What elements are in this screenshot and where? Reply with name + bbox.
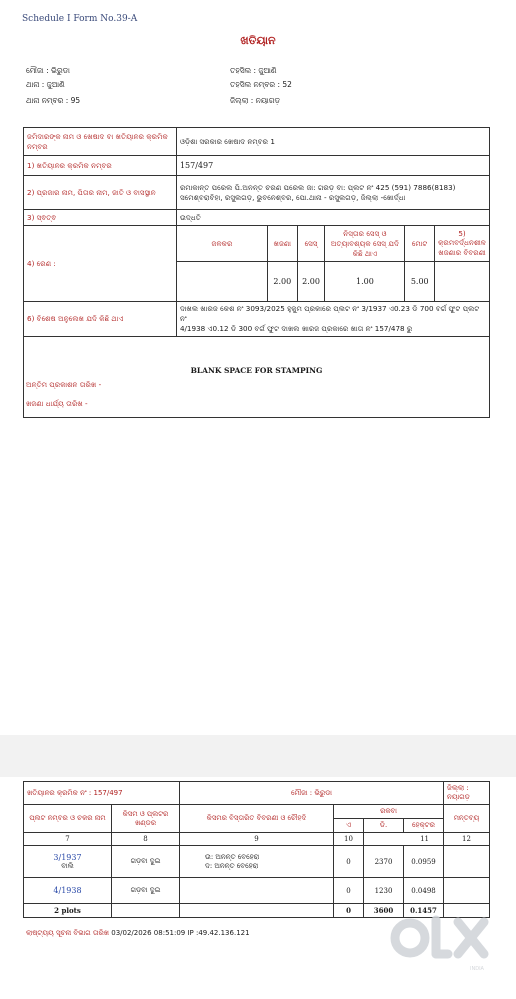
rent-fixation-label: ଖଜଣା ଧାର୍ଯ୍ୟ ତାରିଖ - (26, 399, 88, 408)
col-number: 8 (112, 833, 180, 846)
rent-header-cess: ସେସ୍ (297, 226, 325, 262)
header-decimal: ଡି. (364, 819, 404, 833)
tahasil-number-field: ତହସିଲ ନମ୍ବର : 52 (230, 80, 292, 89)
plot-mouza: ମୌଜା : ଭିରୁଡା (180, 782, 444, 805)
final-publication-label: ଅନ୍ତିମ ପ୍ରକାଶନ ତାରିଖ - (26, 380, 102, 389)
owner-label: ଜମିଦାରଙ୍କ ନାମ ଓ ଖେଷାଦ ବା ଖତିୟାନର କ୍ରମିକ ନମ୍ବର (24, 128, 177, 156)
rent-value-nistar: 1.00 (325, 262, 405, 302)
plot-row-1-acre: 0 (334, 846, 364, 878)
page-separator (0, 735, 516, 777)
plot-row-2-remarks (444, 878, 490, 904)
header-area: ରକବା (334, 805, 444, 819)
remarks-value (176, 302, 489, 337)
header-kism: କିସମ ଓ ପ୍ଲଟର ଖଣ୍ଡର (112, 805, 180, 833)
col-number: 11 (364, 833, 444, 846)
tenant-line-1: ରମାକାନ୍ତ ପରେଲ ପି.ଅନନ୍ତ ଚରଣ ପରେଲ ଜା: ଗରଡ଼ ବା: ପ୍ଲଟ ନଂ 425 (591) 7886(8183) (179, 182, 456, 192)
rent-header-progressive: 5) କ୍ରମବର୍ଦ୍ଧନଶୀଳ ଖଜଣାର ବିବରଣୀ (435, 226, 490, 262)
rent-header-water: ଜଳକର (176, 226, 267, 262)
header-remarks: ମନ୍ତବ୍ୟ (444, 805, 490, 833)
plot-row-1-boundary (180, 846, 334, 878)
form-number: Schedule I Form No.39-A (22, 14, 138, 24)
record-table (23, 127, 490, 337)
tenant-label: 2) ପ୍ରଜାର ନାମ, ପିତାର ନାମ, ଜାତି ଓ ବାସସ୍ଥାନ (24, 176, 177, 210)
header-boundary: କିସମର ବିସ୍ତାରିତ ବିବରଣୀ ଓ ଚୌହଦି (180, 805, 334, 833)
khatiyan-serial-label: 1) ଖତିୟାନର କ୍ରମିକ ନମ୍ବର (24, 156, 177, 176)
total-hectare: 0.1457 (404, 904, 444, 918)
plot-district: ଜିଲ୍ଲା : ନୟାଗଡ଼ (444, 782, 490, 805)
plot-link[interactable]: 4/1938 (53, 886, 82, 895)
col-number: 7 (24, 833, 112, 846)
mouza-field: ମୌଜା : ଭିରୁଡା (26, 66, 70, 75)
thana-field: ଥାନା : ଜୁଆଣି (26, 80, 65, 89)
remarks-label: 6) ବିଶେଷ ଅନୁଲେଖ ଯଦି କିଛି ଥାଏ (24, 302, 177, 337)
remarks-line-1: ଦାଖଲ ଖାରଜ କେଶ ନଂ 3093/2025 ହୁକୁମ ପ୍ରକାରେ ପ୍ଲଟ ନଂ 3/1937 ଏ0.23 ଡି 700 ବର୍ଗ ଫୁଟ ପ୍ଲଟ ନଂ (179, 304, 480, 323)
tahasil-field: ତହସିଲ : ଜୁଆଣି (230, 66, 277, 75)
plot-row-2-hectare: 0.0498 (404, 878, 444, 904)
khatiyan-serial-value: 157/497 (176, 156, 489, 176)
stamp-heading: BLANK SPACE FOR STAMPING (190, 366, 323, 375)
plot-khatiyan-number: ଖତିୟାନର କ୍ରମିକ ନଂ : 157/497 (24, 782, 180, 805)
plot-row-2-boundary (180, 878, 334, 904)
total-empty (180, 904, 334, 918)
plot-row-1-number (24, 846, 112, 878)
right-value: ଉଦ୍ଧତି (176, 210, 489, 226)
footnote-label: ଲାଷ୍ଟ୍ୟୟ ସୂଚନା ବିଭାଗ ତାରିଖ (26, 929, 109, 937)
rent-value-cess: 2.00 (297, 262, 325, 302)
olx-watermark-logo (386, 906, 498, 976)
header-plot: ପ୍ଲଟ ନମ୍ବର ଓ ଚକର ନାମ (24, 805, 112, 833)
tenant-line-2: ସମେଶ୍ବରାବିହା, ରସୁଲଗଡ଼, ଭୁବନେଶ୍ବର, ପୋ.ଥାନା - ରସୁଲଗଡ଼, ଜିଲ୍ଲା -ଖୋର୍ଦ୍ଧା (179, 192, 406, 202)
rent-header-khajana: ଖଜଣା (267, 226, 297, 262)
plot-row-2-kism: ଗଡ଼ବା ଦୁଇ (112, 878, 180, 904)
plot-row-1-kism: ଗଡ଼ବା ଦୁଇ (112, 846, 180, 878)
plot-row-1-remarks (444, 846, 490, 878)
district-field: ଜିଲ୍ଲା : ନୟାଗଡ଼ (230, 96, 281, 105)
plot-row-2-decimal: 1230 (364, 878, 404, 904)
rent-header-nistar: ନିସ୍ତାର ସେସ୍ ଓ ଅତ୍ୟାବଶ୍ୟକ ସେସ୍ ଯଦି କିଛି ଥାଏ (325, 226, 405, 262)
thana-number-field: ଥାନା ନମ୍ବର : 95 (26, 96, 81, 105)
plot-sub: ବାଲି (61, 861, 74, 870)
plot-link[interactable]: 3/1937 (53, 852, 82, 862)
rent-value-water (176, 262, 267, 302)
document-title: ଖତିୟାନ (240, 34, 276, 47)
plot-row-2-acre: 0 (334, 878, 364, 904)
rent-value-total: 5.00 (405, 262, 435, 302)
col-number: 12 (444, 833, 490, 846)
plot-row-1-hectare: 0.0959 (404, 846, 444, 878)
total-empty (112, 904, 180, 918)
footnote-value: 03/02/2026 08:51:09 IP :49.42.136.121 (111, 929, 250, 937)
total-acre: 0 (334, 904, 364, 918)
total-label: 2 plots (24, 904, 112, 918)
rent-value-khajana: 2.00 (267, 262, 297, 302)
boundary-south: ଦ: ଅନନ୍ତ ବେହେରା (205, 861, 259, 870)
col-number: 9 (180, 833, 334, 846)
footnote (26, 929, 250, 938)
plot-row-2-number (24, 878, 112, 904)
remarks-line-2: 4/1938 ଏ0.12 ଡି 300 ବର୍ଗ ଫୁଟ ଦାଖଲ ଖାରଜ ପ୍ରକାରେ ଖାତା ନଂ 157/478 ରୁ (179, 324, 413, 333)
right-label: 3) ସ୍ଵତ୍ଵ (24, 210, 177, 226)
rent-header-total: ମୋଟ (405, 226, 435, 262)
total-decimal: 3600 (364, 904, 404, 918)
olx-watermark-sub: INDIA (470, 966, 484, 972)
rent-label: 4) ରେଣ : (24, 226, 177, 302)
boundary-north: ଉ: ଅନନ୍ତ ବେହେରା (205, 852, 260, 861)
owner-value: ଓଡ଼ିଶା ସରକାର ଖେଷାଦ ନମ୍ବର 1 (176, 128, 489, 156)
tenant-value (176, 176, 489, 210)
header-acre: ଏ (334, 819, 364, 833)
plot-row-1-decimal: 2370 (364, 846, 404, 878)
header-hectare: ହେକ୍ଟର (404, 819, 444, 833)
col-number: 10 (334, 833, 364, 846)
plot-table (23, 781, 490, 918)
rent-value-progressive (435, 262, 490, 302)
